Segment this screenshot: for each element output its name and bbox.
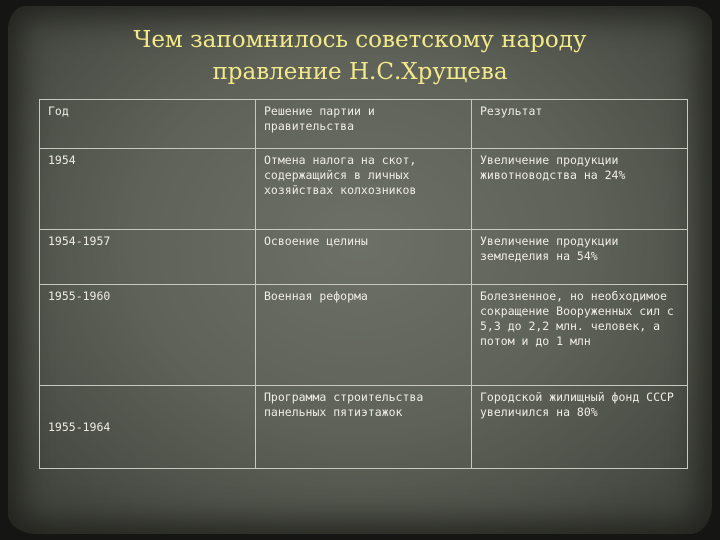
cell-result: Увеличение продукции земледелия на 54% <box>472 230 688 285</box>
cell-result: Болезненное, но необходимое сокращение Вооруженных сил с 5,3 до 2,2 млн. человек, а потом и до 1 млн <box>472 285 688 386</box>
cell-decision: Отмена налога на скот, содержащийся в личных хозяйствах колхозников <box>256 149 472 230</box>
table-row <box>40 285 688 386</box>
reforms-table <box>39 99 688 469</box>
cell-result: Увеличение продукции животноводства на 24% <box>472 149 688 230</box>
cell-decision: Военная реформа <box>256 285 472 386</box>
cell-decision: Освоение целины <box>256 230 472 285</box>
cell-result: Городской жилищный фонд СССР увеличился на 80% <box>472 386 688 469</box>
table-row <box>40 149 688 230</box>
header-result: Результат <box>472 100 688 149</box>
header-year: Год <box>40 100 256 149</box>
cell-year: 1955-1964 <box>40 386 256 469</box>
cell-year: 1955-1960 <box>40 285 256 386</box>
table-row <box>40 386 688 469</box>
cell-year: 1954-1957 <box>40 230 256 285</box>
header-decision: Решение партии и правительства <box>256 100 472 149</box>
cell-year: 1954 <box>40 149 256 230</box>
page-title <box>60 24 660 88</box>
title-line-1: Чем запомнилось советскому народу <box>133 27 587 53</box>
cell-decision: Программа строительства панельных пятиэтажок <box>256 386 472 469</box>
table-header-row <box>40 100 688 149</box>
table-row <box>40 230 688 285</box>
title-line-2: правление Н.С.Хрущева <box>212 59 508 85</box>
